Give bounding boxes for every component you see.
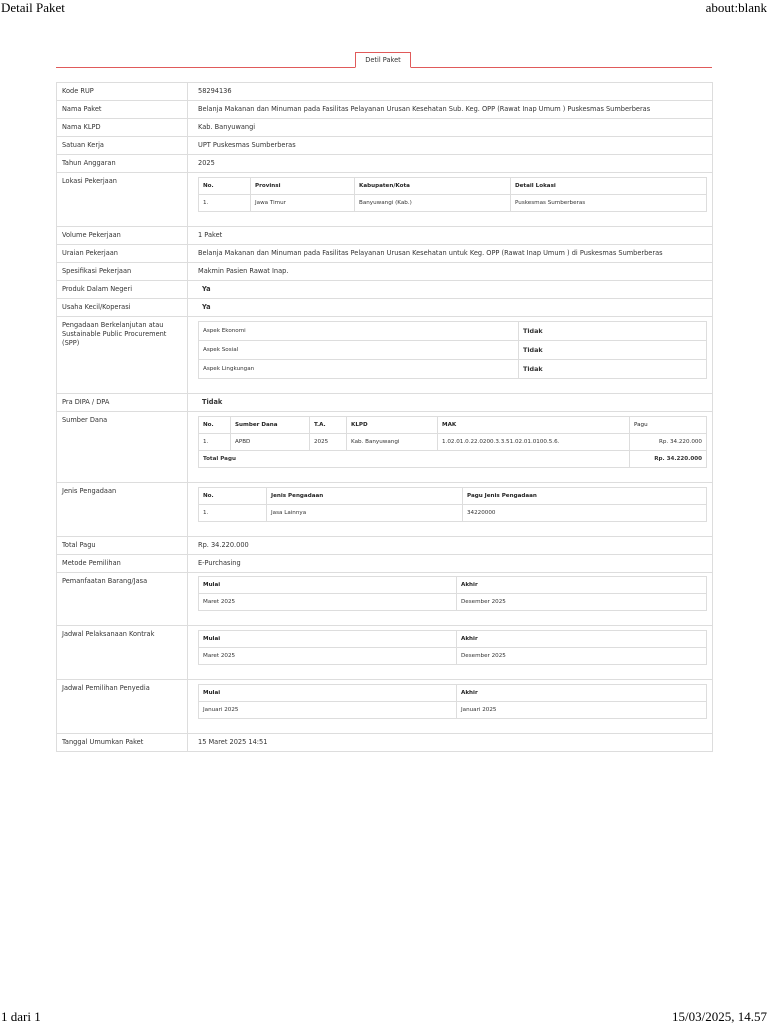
row-spesifikasi: [57, 263, 713, 281]
spp-aspek-ekonomi: Aspek Ekonomi: [199, 322, 519, 341]
label-uraian: Uraian Pekerjaan: [57, 245, 188, 263]
label-sumber-dana: Sumber Dana: [57, 412, 188, 483]
lokasi-cell-no: 1.: [199, 195, 251, 212]
label-tahun-anggaran: Tahun Anggaran: [57, 155, 188, 173]
value-ukm: Ya: [202, 303, 211, 311]
pemilihan-mulai: Januari 2025: [199, 702, 457, 719]
value-tanggal-umumkan: 15 Maret 2025 14:51: [188, 734, 713, 752]
spp-value-sosial: Tidak: [519, 341, 707, 360]
pemanfaatan-mulai: Maret 2025: [199, 594, 457, 611]
value-lokasi: [188, 173, 713, 227]
sumber-header-mak: MAK: [438, 417, 630, 434]
value-volume: 1 Paket: [188, 227, 713, 245]
label-volume: Volume Pekerjaan: [57, 227, 188, 245]
value-nama-klpd: Kab. Banyuwangi: [188, 119, 713, 137]
value-metode: E-Purchasing: [188, 555, 713, 573]
value-nama-paket: Belanja Makanan dan Minuman pada Fasilitas Pelayanan Urusan Kesehatan Sub. Keg. OPP (Rawat Inap Umum ) Puskesmas Sumberberas: [188, 101, 713, 119]
label-spesifikasi: Spesifikasi Pekerjaan: [57, 263, 188, 281]
label-tanggal-umumkan: Tanggal Umumkan Paket: [57, 734, 188, 752]
jenis-header-no: No.: [199, 488, 267, 505]
row-jenis-pengadaan: [57, 483, 713, 537]
spp-row: [199, 360, 707, 379]
pemilihan-row: [199, 702, 707, 719]
label-jadwal-pemilihan: Jadwal Pemilihan Penyedia: [57, 680, 188, 734]
row-volume: [57, 227, 713, 245]
print-url: about:blank: [705, 0, 767, 15]
label-metode: Metode Pemilihan: [57, 555, 188, 573]
sumber-header-ta: T.A.: [310, 417, 347, 434]
label-nama-klpd: Nama KLPD: [57, 119, 188, 137]
pemilihan-header-mulai: Mulai: [199, 685, 457, 702]
lokasi-cell-detail: Puskesmas Sumberberas: [511, 195, 707, 212]
detail-paket-table: [56, 82, 713, 752]
value-kode-rup: 58294136: [188, 83, 713, 101]
row-pemanfaatan: [57, 573, 713, 626]
value-sumber-dana: [188, 412, 713, 483]
page-number: 1 dari 1: [1, 1009, 41, 1024]
jenis-header-jenis: Jenis Pengadaan: [267, 488, 463, 505]
row-pra-dipa: [57, 394, 713, 412]
value-pemanfaatan: [188, 573, 713, 626]
value-jadwal-kontrak: [188, 626, 713, 680]
jenis-pengadaan-table: [198, 487, 707, 522]
row-lokasi: [57, 173, 713, 227]
row-total-pagu: [57, 537, 713, 555]
jenis-cell-pagu: 34220000: [463, 505, 707, 522]
pemilihan-header-akhir: Akhir: [457, 685, 707, 702]
row-satuan-kerja: [57, 137, 713, 155]
row-ukm: [57, 299, 713, 317]
spp-value-ekonomi: Tidak: [519, 322, 707, 341]
kontrak-row: [199, 648, 707, 665]
lokasi-header-kabupaten: Kabupaten/Kota: [355, 178, 511, 195]
lokasi-cell-provinsi: Jawa Timur: [251, 195, 355, 212]
sumber-header-klpd: KLPD: [347, 417, 438, 434]
lokasi-header-provinsi: Provinsi: [251, 178, 355, 195]
row-tanggal-umumkan: [57, 734, 713, 752]
row-nama-paket: [57, 101, 713, 119]
print-timestamp: 15/03/2025, 14.57: [672, 1009, 767, 1024]
label-satuan-kerja: Satuan Kerja: [57, 137, 188, 155]
pemanfaatan-header-mulai: Mulai: [199, 577, 457, 594]
print-title: Detail Paket: [1, 0, 65, 15]
value-jadwal-pemilihan: [188, 680, 713, 734]
row-uraian: [57, 245, 713, 263]
sumber-header-no: No.: [199, 417, 231, 434]
spp-value-lingkungan: Tidak: [519, 360, 707, 379]
label-spp: Pengadaan Berkelanjutan atau Sustainable Public Procurement (SPP): [57, 317, 188, 394]
jenis-header-pagu: Pagu Jenis Pengadaan: [463, 488, 707, 505]
spp-aspek-sosial: Aspek Sosial: [199, 341, 519, 360]
row-jadwal-kontrak: [57, 626, 713, 680]
sumber-cell-ta: 2025: [310, 434, 347, 451]
lokasi-row: [199, 195, 707, 212]
kontrak-header-akhir: Akhir: [457, 631, 707, 648]
label-total-pagu: Total Pagu: [57, 537, 188, 555]
label-kode-rup: Kode RUP: [57, 83, 188, 101]
spp-table: [198, 321, 707, 379]
jenis-cell-jenis: Jasa Lainnya: [267, 505, 463, 522]
value-jenis-pengadaan: [188, 483, 713, 537]
value-total-pagu: Rp. 34.220.000: [188, 537, 713, 555]
spp-row: [199, 322, 707, 341]
pemanfaatan-row: [199, 594, 707, 611]
label-jenis-pengadaan: Jenis Pengadaan: [57, 483, 188, 537]
pemilihan-akhir: Januari 2025: [457, 702, 707, 719]
label-pra-dipa: Pra DIPA / DPA: [57, 394, 188, 412]
jadwal-pemilihan-table: [198, 684, 707, 719]
print-footer: [0, 1009, 768, 1025]
sumber-total-value: Rp. 34.220.000: [630, 451, 707, 468]
sumber-cell-sumber: APBD: [231, 434, 310, 451]
lokasi-table: [198, 177, 707, 212]
value-pra-dipa: Tidak: [202, 398, 223, 406]
tab-bar: [56, 52, 712, 68]
sumber-cell-pagu: Rp. 34.220.000: [630, 434, 707, 451]
label-nama-paket: Nama Paket: [57, 101, 188, 119]
label-produk-dn: Produk Dalam Negeri: [57, 281, 188, 299]
print-header: [0, 0, 768, 16]
row-kode-rup: [57, 83, 713, 101]
label-lokasi: Lokasi Pekerjaan: [57, 173, 188, 227]
pemanfaatan-table: [198, 576, 707, 611]
kontrak-mulai: Maret 2025: [199, 648, 457, 665]
value-produk-dn: Ya: [202, 285, 211, 293]
row-nama-klpd: [57, 119, 713, 137]
sumber-total-label: Total Pagu: [199, 451, 630, 468]
pemanfaatan-header-akhir: Akhir: [457, 577, 707, 594]
value-spp: [188, 317, 713, 394]
value-uraian: Belanja Makanan dan Minuman pada Fasilitas Pelayanan Urusan Kesehatan untuk Keg. OPP (Rawat Inap Umum ) di Puskesmas Sumberberas: [188, 245, 713, 263]
sumber-cell-no: 1.: [199, 434, 231, 451]
value-tahun-anggaran: 2025: [188, 155, 713, 173]
row-produk-dn: [57, 281, 713, 299]
label-ukm: Usaha Kecil/Koperasi: [57, 299, 188, 317]
spp-row: [199, 341, 707, 360]
label-jadwal-kontrak: Jadwal Pelaksanaan Kontrak: [57, 626, 188, 680]
sumber-header-sumber: Sumber Dana: [231, 417, 310, 434]
jenis-cell-no: 1.: [199, 505, 267, 522]
row-tahun-anggaran: [57, 155, 713, 173]
tab-detil-paket[interactable]: Detil Paket: [355, 52, 411, 68]
sumber-cell-mak: 1.02.01.0.22.0200.3.3.51.02.01.0100.5.6.: [438, 434, 630, 451]
row-spp: [57, 317, 713, 394]
kontrak-akhir: Desember 2025: [457, 648, 707, 665]
sumber-cell-klpd: Kab. Banyuwangi: [347, 434, 438, 451]
jenis-row: [199, 505, 707, 522]
spp-aspek-lingkungan: Aspek Lingkungan: [199, 360, 519, 379]
lokasi-header-no: No.: [199, 178, 251, 195]
lokasi-cell-kabupaten: Banyuwangi (Kab.): [355, 195, 511, 212]
sumber-total-row: [199, 451, 707, 468]
row-jadwal-pemilihan: [57, 680, 713, 734]
row-sumber-dana: [57, 412, 713, 483]
jadwal-kontrak-table: [198, 630, 707, 665]
pemanfaatan-akhir: Desember 2025: [457, 594, 707, 611]
value-spesifikasi: Makmin Pasien Rawat Inap.: [188, 263, 713, 281]
sumber-row: [199, 434, 707, 451]
kontrak-header-mulai: Mulai: [199, 631, 457, 648]
value-satuan-kerja: UPT Puskesmas Sumberberas: [188, 137, 713, 155]
row-metode: [57, 555, 713, 573]
lokasi-header-detail: Detail Lokasi: [511, 178, 707, 195]
sumber-header-pagu: Pagu: [630, 417, 707, 434]
label-pemanfaatan: Pemanfaatan Barang/Jasa: [57, 573, 188, 626]
sumber-dana-table: [198, 416, 707, 468]
